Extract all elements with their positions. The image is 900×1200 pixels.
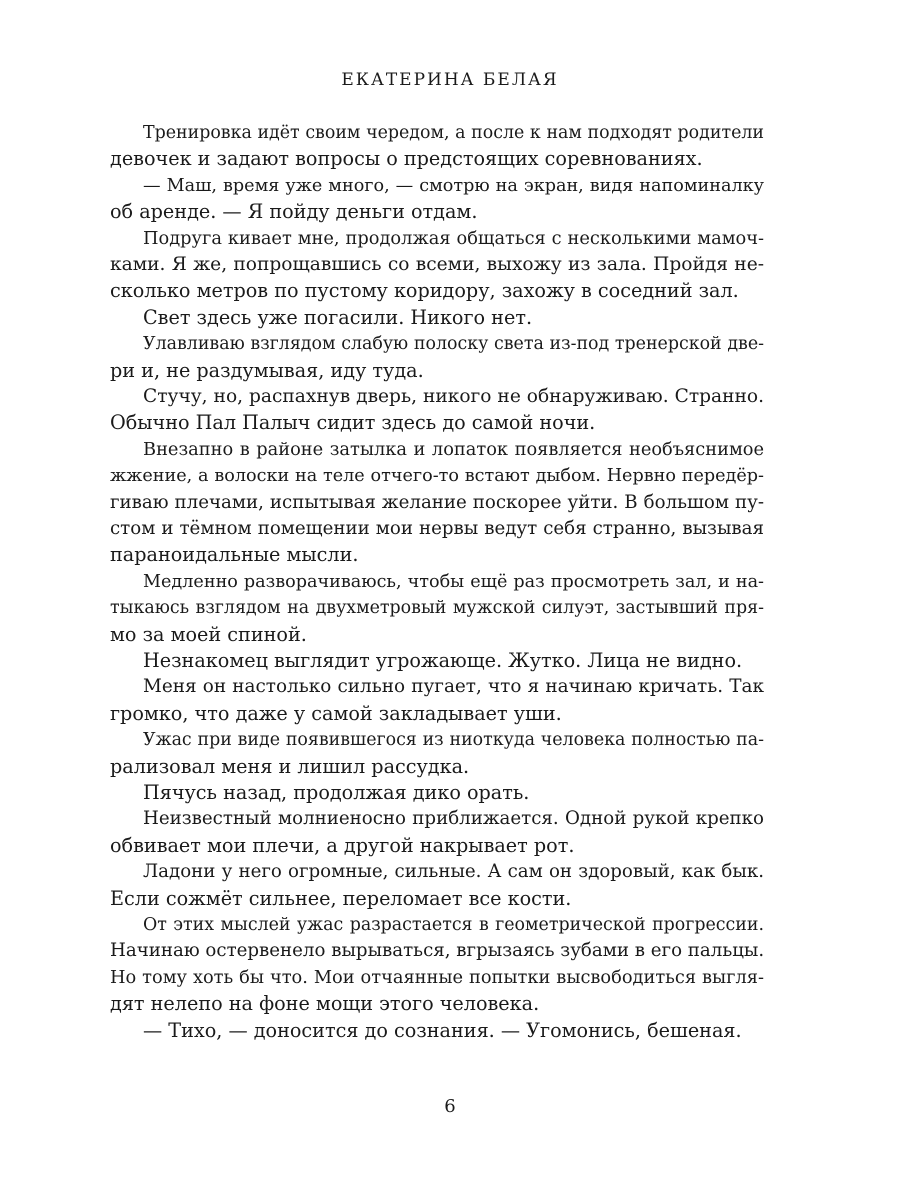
text-line: Подруга кивает мне, продолжая общаться с несколькими мамоч- [143, 227, 764, 249]
text-line: Медленно разворачиваюсь, чтобы ещё раз просмотреть зал, и на- [143, 571, 764, 592]
text-line: тыкаюсь взглядом на двухметровый мужской силуэт, застывший пря- [110, 598, 764, 619]
text-line: гиваю плечами, испытывая желание поскорее уйти. В большом пу- [110, 491, 764, 513]
text-line: Тренировка идёт своим чередом, а после к нам подходят родители [143, 123, 764, 143]
text-line: Внезапно в районе затылка и лопаток появляется необъяснимое [143, 438, 764, 460]
text-line: Свет здесь уже погасили. Никого нет. [143, 305, 533, 329]
text-line: Неизвестный молниеносно приближается. Одной рукой крепко [143, 808, 764, 830]
text-line: Ужас при виде появившегося из ниоткуда человека полностью па- [143, 730, 764, 751]
text-line: — Тихо, — доносится до сознания. — Угомонись, бешеная. [143, 1018, 742, 1042]
text-line: — Маш, время уже много, — смотрю на экран, видя напоминалку [143, 175, 764, 196]
text-line: мо за моей спиной. [110, 622, 307, 646]
text-line: сколько метров по пустому коридору, захожу в соседний зал. [110, 279, 739, 303]
text-line: стом и тёмном помещении мои нервы ведут себя странно, вызывая [110, 518, 764, 539]
text-line: Ладони у него огромные, сильные. А сам он здоровый, как бык. [143, 861, 764, 883]
text-line: Пячусь назад, продолжая дико орать. [143, 781, 530, 804]
text-line: ками. Я же, попрощавшись со всеми, выхожу из зала. Пройдя не- [110, 254, 764, 275]
text-line: девочек и задают вопросы о предстоящих соревнованиях. [110, 147, 703, 171]
text-line: Но тому хоть бы что. Мои отчаянные попытки высвободиться выгля- [110, 966, 764, 988]
text-line: Незнакомец выглядит угрожающе. Жутко. Лица не видно. [143, 649, 743, 672]
text-line: Обычно Пал Палыч сидит здесь до самой ночи. [110, 411, 596, 435]
text-line: громко, что даже у самой закладывает уши. [110, 701, 562, 725]
text-line: Если сожмёт сильнее, переломает все кости. [110, 886, 572, 910]
text-line: об аренде. — Я пойду деньги отдам. [110, 200, 478, 224]
text-line: Начинаю остервенело вырываться, вгрызаясь зубами в его пальцы. [110, 940, 765, 962]
text-line: обвивает мои плечи, а другой накрывает рот. [110, 833, 575, 857]
page-number: 6 [444, 1096, 456, 1117]
text-line: рализовал меня и лишил рассудка. [110, 754, 470, 778]
text-line: Улавливаю взглядом слабую полоску света из-под тренерской две- [143, 334, 764, 355]
text-line: ри и, не раздумывая, иду туда. [110, 358, 424, 382]
text-line: Стучу, но, распахнув дверь, никого не обнаруживаю. Странно. [143, 386, 764, 407]
text-line: параноидальные мысли. [110, 543, 359, 567]
text-line: От этих мыслей ужас разрастается в геометрической прогрессии. [143, 915, 764, 935]
text-line: жжение, а волоски на теле отчего-то встают дыбом. Нервно передёр- [110, 466, 764, 487]
text-line: дят нелепо на фоне мощи этого человека. [110, 992, 540, 1016]
running-head: ЕКАТЕРИНА БЕЛАЯ [341, 70, 559, 90]
text-line: Меня он настолько сильно пугает, что я начинаю кричать. Так [143, 676, 764, 698]
